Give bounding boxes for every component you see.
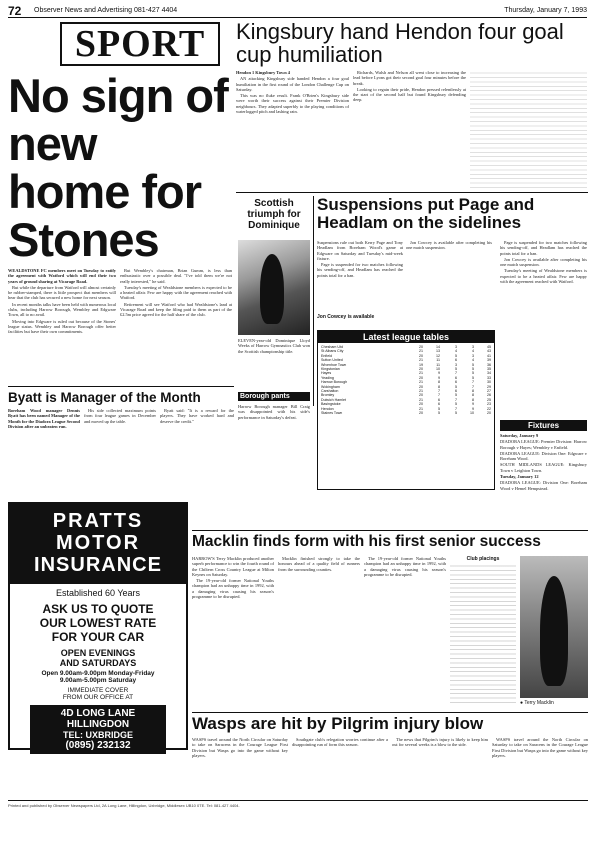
stat-cell: 7 bbox=[455, 371, 457, 376]
wasps-body-col2 bbox=[292, 737, 388, 797]
stat-cell: 9 bbox=[438, 375, 440, 380]
stat-cell: 21 bbox=[419, 389, 423, 394]
fixture-item: SOUTH MIDLANDS LEAGUE: Kingsbury Town v Leighton Town. bbox=[500, 462, 587, 473]
team-name: Bromley bbox=[321, 393, 335, 398]
divider bbox=[8, 386, 234, 387]
stat-cell: 7 bbox=[438, 389, 440, 394]
team-name: Carshalton bbox=[321, 389, 339, 394]
advert-open2: AND SATURDAYS bbox=[59, 658, 137, 668]
paragraph: But while the departure from Watford will almost certainly be rubber-stamped, there is little prospect that members will hear that the club has secured a new home for next season. bbox=[8, 284, 116, 301]
footer-rule bbox=[8, 800, 588, 801]
byatt-body-col2 bbox=[84, 408, 156, 496]
paragraph: Page is suspended for two matches following his sending-off, and Headlam has reached the points total for a ban. bbox=[317, 262, 403, 278]
stat-cell: 20 bbox=[487, 411, 491, 416]
byatt-body-col3 bbox=[160, 408, 234, 496]
advert-line2: MOTOR bbox=[55, 532, 141, 554]
fixture-item: DIADORA LEAGUE: Division One: Boreham Wood v Hemel Hempstead. bbox=[500, 480, 587, 491]
suspensions-headline: Suspensions put Page and Headlam on the sidelines bbox=[317, 195, 535, 232]
paragraph: In recent months talks have been held with numerous local clubs, including Harrow Borough, Wembley and Edgware Town, all to no avail. bbox=[8, 301, 116, 318]
stat-cell: 20 bbox=[419, 402, 423, 407]
stat-cell: 21 bbox=[419, 358, 423, 363]
advert-addr1: 4D LONG LANE bbox=[60, 708, 136, 719]
advert-banner bbox=[10, 504, 186, 584]
stat-cell: 22 bbox=[487, 406, 491, 411]
team-name: Wivenhoe Town bbox=[321, 362, 347, 367]
fixture-item: DIADORA LEAGUE: Division One: Edgware v Boreham Wood. bbox=[500, 450, 587, 462]
advert-hours1: Open 9.00am-9.00pm Monday-Friday bbox=[41, 670, 155, 677]
paragraph: His side collected maximum points from four league games in December and moved up the table. bbox=[84, 408, 156, 424]
paragraph: Byatt said: "It is a reward for the players. They have worked hard and deserve the credit." bbox=[160, 408, 234, 424]
figure-silhouette bbox=[260, 254, 284, 324]
team-name: Wokingham bbox=[321, 384, 340, 389]
paragraph: Moving into Edgware is ruled out because of the Stones' league status. Wembley and Harrow Borough offer better facilities but have their own commitments. bbox=[8, 318, 116, 335]
wasps-body bbox=[192, 737, 288, 797]
stat-cell: 5 bbox=[438, 411, 440, 416]
stat-cell: 5 bbox=[455, 411, 457, 416]
divider bbox=[236, 192, 588, 193]
paragraph: Suspensions rule out both Kerry Page and Tony Headlam from Boreham Wood's game at Edgware on Saturday and Tuesday's mid-week fixture. bbox=[317, 240, 403, 261]
stat-cell: 8 bbox=[472, 393, 474, 398]
paragraph: But Wembley's chairman, Brian Gumm, is less than enthusiastic over a possible deal. "I've told them we're not really interested," he said. bbox=[120, 268, 232, 284]
stat-cell: 9 bbox=[472, 402, 474, 407]
macklin-body-col2 bbox=[278, 556, 360, 706]
advert-line1: PRATTS bbox=[52, 510, 144, 532]
paragraph: Jon Cowcey is available after completing his one match suspension. bbox=[500, 256, 587, 268]
stat-cell: 21 bbox=[419, 397, 423, 402]
stat-cell: 9 bbox=[438, 371, 440, 376]
gymnast-photo bbox=[238, 240, 310, 335]
stat-cell: 8 bbox=[472, 397, 474, 402]
advert-from: FROM OUR OFFICE AT bbox=[62, 694, 134, 701]
right-column-text bbox=[500, 240, 587, 410]
stat-cell: 35 bbox=[487, 367, 491, 372]
stat-cell: 3 bbox=[472, 345, 474, 349]
macklin-body-col3 bbox=[364, 556, 446, 706]
stat-cell: 20 bbox=[419, 384, 423, 389]
league-table-row bbox=[321, 411, 491, 415]
top-story-filler bbox=[470, 72, 587, 188]
stat-cell: 11 bbox=[436, 358, 440, 363]
stat-cell: 5 bbox=[438, 406, 440, 411]
imprint: Printed and published by Observer Newspapers Ltd, 2A Long Lane, Hillingdon, Uxbridge, Middlesex UB10 0TE. Tel: 081-427 4404. bbox=[8, 803, 240, 808]
paragraph: Boreham Wood manager Dennis Byatt has been named Manager of the Month for the Diadora League Second Division after an unbeaten run. bbox=[8, 408, 80, 429]
stat-cell: 5 bbox=[472, 375, 474, 380]
stat-cell: 8 bbox=[438, 384, 440, 389]
stat-cell: 39 bbox=[487, 358, 491, 363]
wasps-body-col3 bbox=[392, 737, 488, 797]
paper-name: Observer News and Advertising 081-427 4404 bbox=[34, 7, 178, 14]
top-story-body bbox=[236, 70, 349, 188]
stat-cell: 25 bbox=[487, 397, 491, 402]
team-name: St Albans City bbox=[321, 349, 344, 354]
stat-cell: 10 bbox=[436, 367, 440, 372]
team-name: Enfield bbox=[321, 353, 332, 358]
lead-body bbox=[8, 268, 116, 384]
paragraph: This was no fluke result. Frank O'Brien's Kingsbury side were worth their success against their Premier Division neighbours. They adapted superbly to the playing conditions of waterlogged pitch and lashing rain. bbox=[236, 93, 349, 115]
stat-cell: 3 bbox=[455, 362, 457, 367]
advert-hours2: 9.00am-5.00pm Saturday bbox=[59, 677, 137, 684]
section-label: SPORT bbox=[74, 23, 206, 65]
stat-cell: 12 bbox=[436, 353, 440, 358]
wasps-headline: Wasps are hit by Pilgrim injury blow bbox=[192, 714, 484, 733]
team-name: Harrow Borough bbox=[321, 380, 348, 385]
byatt-body bbox=[8, 408, 80, 496]
paragraph: The news that Pilgrim's injury is likely to keep him out for several weeks is a blow to the side. bbox=[392, 737, 488, 748]
suspensions-byline: Jon Cowcey is available bbox=[317, 314, 375, 320]
results-block bbox=[450, 563, 516, 703]
stat-cell: 6 bbox=[438, 397, 440, 402]
paragraph: Southgate club's relegation worries continue after a disappointing run of form this season. bbox=[292, 737, 388, 748]
stat-cell: 19 bbox=[419, 362, 423, 367]
stat-cell: 30 bbox=[487, 380, 491, 385]
team-name: Chesham Utd bbox=[321, 345, 343, 349]
team-name: Sutton United bbox=[321, 358, 343, 363]
stat-cell: 5 bbox=[472, 371, 474, 376]
page-number: 72 bbox=[8, 4, 22, 18]
stat-cell: 7 bbox=[472, 384, 474, 389]
scottish-caption: ELEVEN-year-old Dominique Lloyd Weeks of Harrow Gymnastics Club won the Scottish championship title. bbox=[238, 338, 310, 354]
stat-cell: 43 bbox=[487, 349, 491, 354]
stat-cell: 5 bbox=[455, 367, 457, 372]
stat-cell: 5 bbox=[472, 362, 474, 367]
team-name: Hayes bbox=[321, 371, 332, 376]
stat-cell: 20 bbox=[419, 375, 423, 380]
stat-cell: 21 bbox=[419, 371, 423, 376]
stat-cell: 8 bbox=[472, 389, 474, 394]
paragraph: WASPS travel around the North Circular on Saturday to take on Saracens in the Courage League First Division but Wasps go into the game without key players. bbox=[492, 737, 588, 758]
advert-immediate: IMMEDIATE COVER bbox=[67, 687, 129, 694]
boroughs-headline: Borough pants bbox=[238, 392, 310, 401]
stat-cell: 20 bbox=[419, 345, 423, 349]
fixture-item: Tuesday, January 12 bbox=[500, 474, 539, 480]
stat-cell: 13 bbox=[436, 349, 440, 354]
stat-cell: 3 bbox=[455, 345, 457, 349]
team-name: Dulwich Hamlet bbox=[321, 397, 346, 402]
scottish-headline: Scottish triumph for Dominique bbox=[247, 198, 301, 231]
stat-cell: 20 bbox=[419, 411, 423, 416]
league-table-body bbox=[318, 343, 494, 418]
camera-icon: ● bbox=[520, 700, 525, 706]
stat-cell: 4 bbox=[455, 349, 457, 354]
top-story-body-col2 bbox=[353, 70, 466, 188]
league-tables-title: Latest league tables bbox=[318, 331, 494, 343]
stat-cell: 14 bbox=[436, 345, 440, 349]
stat-cell: 5 bbox=[455, 393, 457, 398]
stat-cell: 5 bbox=[455, 353, 457, 358]
stat-cell: 27 bbox=[487, 389, 491, 394]
divider bbox=[192, 530, 588, 531]
fixtures-title: Fixtures bbox=[500, 420, 587, 431]
stat-cell: 33 bbox=[487, 375, 491, 380]
scoreline: Hendon 1 Kingsbury Town 4 bbox=[236, 70, 290, 75]
stat-cell: 5 bbox=[455, 402, 457, 407]
stat-cell: 5 bbox=[472, 367, 474, 372]
stat-cell: 20 bbox=[419, 393, 423, 398]
runner-photo bbox=[520, 556, 588, 698]
paragraph: Tuesday's meeting of Wealdstone members is expected to be a heated affair. Few are happy with the agreement reached with Watford. bbox=[120, 284, 232, 301]
paragraph: The 19-year-old former National Youths champion had an unhappy time in 1992, with a damaging virus causing his season's programme to be disrupted. bbox=[364, 556, 446, 577]
stat-cell: 8 bbox=[438, 380, 440, 385]
paragraph: AN attacking Kingsbury side handed Hendon a four goal humiliation in the first round of the London Challenge Cup on Saturday. bbox=[236, 76, 349, 92]
lead-body-col2 bbox=[120, 268, 232, 384]
boroughs-body: Harrow Borough manager Bill Craig was disappointed with his side's performance in Saturday's defeat. bbox=[238, 404, 310, 420]
macklin-body bbox=[192, 556, 274, 706]
stat-cell: 41 bbox=[487, 353, 491, 358]
team-name: Staines Town bbox=[321, 411, 343, 416]
advert-established: Established 60 Years bbox=[55, 588, 141, 598]
stat-cell: 7 bbox=[455, 406, 457, 411]
advert-line3: INSURANCE bbox=[34, 554, 162, 576]
runner-caption-text: Terry Macklin bbox=[524, 700, 554, 706]
paragraph: Retirement will see Watford who had Wealdstone's land at Vicarage Road and keep the filing paid to them as part of the £2.5m price agreed for the half share of the club. bbox=[120, 301, 232, 318]
team-name: Kingstonian bbox=[321, 367, 340, 372]
stat-cell: 3 bbox=[472, 353, 474, 358]
advert-addr2: HILLINGDON bbox=[66, 719, 130, 730]
stat-cell: 9 bbox=[472, 406, 474, 411]
stat-cell: 20 bbox=[419, 353, 423, 358]
stat-cell: 6 bbox=[455, 358, 457, 363]
pratts-advert[interactable] bbox=[8, 502, 188, 750]
stat-cell: 26 bbox=[487, 393, 491, 398]
byatt-headline: Byatt is Manager of the Month bbox=[8, 390, 201, 405]
paragraph: Macklin finished strongly to take the honours ahead of a quality field of runners from the surrounding counties. bbox=[278, 556, 360, 572]
runner-silhouette bbox=[540, 576, 568, 686]
stat-cell: 7 bbox=[455, 397, 457, 402]
team-name: Yeading bbox=[321, 375, 334, 380]
fixture-item: Saturday, January 9 bbox=[500, 433, 539, 438]
stat-cell: 6 bbox=[455, 375, 457, 380]
stat-cell: 21 bbox=[419, 380, 423, 385]
paragraph: Page is suspended for two matches following his sending-off, and Headlam has reached the points total for a ban. bbox=[500, 240, 587, 256]
paragraph: Richards, Walsh and Nelson all went close to increasing the lead before Lyons got their second goal four minutes before the break. bbox=[353, 70, 466, 86]
section-label-box bbox=[60, 22, 220, 66]
suspensions-body bbox=[317, 240, 403, 312]
advert-cta2: OUR LOWEST RATE bbox=[39, 616, 157, 630]
stat-cell: 23 bbox=[487, 402, 491, 407]
stat-cell: 4 bbox=[472, 358, 474, 363]
paragraph: Tuesday's meeting of Wealdstone members is expected to be a heated affair. Few are happy with the agreement reached with Watford. bbox=[500, 268, 587, 285]
stat-cell: 21 bbox=[419, 406, 423, 411]
team-name: Basingstoke bbox=[321, 402, 341, 407]
paragraph: Looking to regain their pride, Hendon pressed relentlessly at the start of the second half but found Kingsbury defending deep. bbox=[353, 86, 466, 103]
top-story-headline: Kingsbury hand Hendon four goal cup humiliation bbox=[236, 19, 564, 67]
advert-address-block bbox=[30, 705, 166, 754]
lead-headline: No sign of new home for Stones bbox=[8, 69, 228, 266]
stat-cell: 36 bbox=[487, 362, 491, 367]
stat-cell: 5 bbox=[455, 384, 457, 389]
advert-phone: (0895) 232132 bbox=[65, 740, 131, 751]
runner-caption bbox=[520, 700, 588, 706]
stat-cell: 6 bbox=[455, 389, 457, 394]
stat-cell: 10 bbox=[470, 411, 474, 416]
stat-cell: 20 bbox=[419, 367, 423, 372]
vertical-divider bbox=[313, 196, 314, 406]
page-header bbox=[8, 4, 587, 18]
paragraph: HARROW'S Terry Macklin produced another superb performance to win the fourth round of the Chiltern Cross Country League at Milton Keynes on Saturday. bbox=[192, 556, 274, 577]
advert-cta3: FOR YOUR CAR bbox=[51, 630, 145, 644]
issue-date: Thursday, January 7, 1993 bbox=[504, 7, 587, 14]
stat-cell: 34 bbox=[487, 371, 491, 376]
suspensions-body-col2 bbox=[406, 240, 492, 312]
advert-tel: TEL: UXBRIDGE bbox=[62, 730, 133, 740]
paragraph: WASPS travel around the North Circular on Saturday to take on Saracens in the Courage League First Division but Wasps go into the game without key players. bbox=[192, 737, 288, 758]
macklin-headline: Macklin finds form with his first senior success bbox=[192, 533, 541, 550]
league-tables bbox=[317, 330, 495, 490]
stat-cell: 6 bbox=[455, 380, 457, 385]
paragraph: The 19-year-old former National Youths champion had an unhappy time in 1992, with a damaging virus causing his season's programme to be disrupted. bbox=[192, 578, 274, 600]
wasps-body-col4 bbox=[492, 737, 588, 797]
results-title: Club placings bbox=[466, 556, 500, 562]
team-name: Hendon bbox=[321, 406, 334, 411]
stat-cell: 7 bbox=[438, 393, 440, 398]
paragraph: WEALDSTONE FC members meet on Tuesday to ratify the agreement with Watford which will end their two years of ground sharing at Vicarage Road. bbox=[8, 268, 116, 284]
advert-cta1: ASK US TO QUOTE bbox=[42, 602, 154, 616]
fixtures-box bbox=[500, 420, 587, 520]
stat-cell: 45 bbox=[487, 345, 491, 349]
stat-cell: 11 bbox=[436, 362, 440, 367]
fixtures-list bbox=[500, 433, 587, 519]
fixture-item: DIADORA LEAGUE: Premier Division: Harrow Borough v Hayes; Wembley v Enfield. bbox=[500, 439, 587, 450]
stat-cell: 6 bbox=[438, 402, 440, 407]
divider bbox=[192, 712, 588, 713]
stat-cell: 29 bbox=[487, 384, 491, 389]
advert-open1: OPEN EVENINGS bbox=[60, 648, 136, 658]
stat-cell: 21 bbox=[419, 349, 423, 354]
stat-cell: 7 bbox=[472, 380, 474, 385]
stat-cell: 4 bbox=[472, 349, 474, 354]
paragraph: Jon Cowcey is available after completing his one match suspension. bbox=[406, 240, 492, 251]
